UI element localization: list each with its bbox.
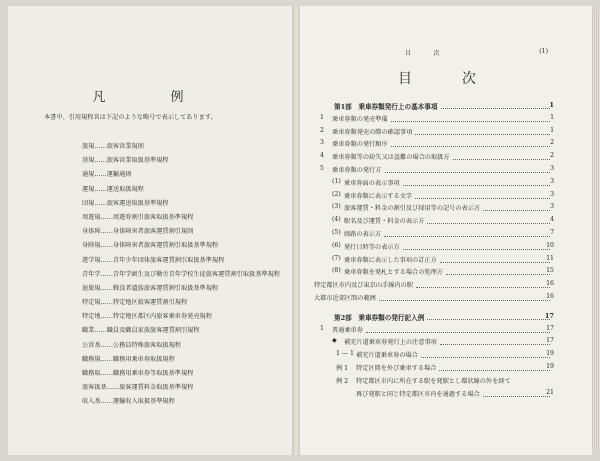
toc-leader-dots — [427, 216, 550, 224]
table-of-contents — [308, 101, 554, 401]
toc-leader-dots — [403, 242, 550, 250]
toc-entry-text: 駅名及び運賃・料金の表示方 — [344, 218, 425, 226]
toc-title: 目 次 — [398, 71, 494, 87]
toc-leader-dots — [446, 267, 550, 275]
toc-entry-number: (4) — [332, 216, 341, 224]
toc-entry — [308, 203, 554, 216]
toc-entry-page: 2 — [550, 139, 554, 147]
running-header-title: 目 次 — [405, 50, 448, 57]
legend-item: 旅客扱基……旅客運賃料金取扱基準規程 — [82, 384, 194, 392]
toc-leader-dots — [391, 139, 550, 147]
legend-item: 団規……旅客運送取扱基準規程 — [82, 199, 169, 207]
toc-entry-page: 17 — [546, 324, 554, 332]
toc-entry-page: 3 — [550, 203, 554, 211]
toc-entry-text: 乗車券類発売の際の確認事項 — [332, 128, 413, 136]
toc-entry — [308, 190, 554, 204]
toc-entry — [308, 254, 554, 268]
toc-entry — [308, 292, 554, 306]
legend-item: 退旅規……戦没者遺族旅客運賃割引取扱基準規程 — [82, 284, 219, 292]
toc-entry-page: 17 — [544, 311, 554, 320]
toc-leader-dots — [385, 165, 550, 173]
toc-entry — [308, 350, 554, 363]
toc-entry-number: 例 2 — [336, 377, 349, 385]
left-page — [8, 6, 294, 455]
legend-item: 特定規……特定地区旅客運賃割引規程 — [82, 299, 188, 307]
toc-entry — [308, 362, 554, 376]
toc-entry-page: 4 — [550, 216, 554, 224]
toc-entry — [308, 388, 554, 402]
toc-leader-dots — [453, 152, 550, 160]
toc-entry — [308, 177, 554, 191]
legend-item: 職務規……職務用乗車券取扱規程 — [82, 355, 175, 363]
toc-leader-dots — [427, 312, 550, 320]
toc-entry — [308, 139, 554, 152]
toc-entry — [308, 228, 554, 242]
toc-entry-number: 4 — [320, 152, 324, 160]
toc-leader-dots — [415, 191, 550, 199]
toc-entry-number: ◆ — [332, 337, 337, 345]
toc-entry-text: 乗車券類の発行順序 — [332, 141, 388, 149]
legend-item: 運規……運送取扱規程 — [82, 185, 144, 193]
legend-item: 通規……運輸通則 — [82, 171, 132, 179]
toc-entry-page: 1 — [550, 126, 554, 134]
legend-item: 青年学……青年学級生及び勤労青年学校生徒旅客運賃割引取扱基準規程 — [82, 270, 280, 278]
toc-entry-text: 旅客運賃・料金の割引及び採用等の記号の表示方 — [344, 205, 481, 213]
toc-entry-number: 例 1 — [336, 364, 349, 372]
toc-entry-text: 第2部 乗車券類の発行記入例 — [334, 313, 425, 322]
page-number: (1) — [539, 48, 548, 55]
toc-entry-text: 乗車券面の表示事項 — [344, 179, 400, 187]
toc-entry-page: 19 — [546, 350, 554, 358]
toc-entry-number: 1 — 1 — [336, 350, 354, 358]
page-edges — [592, 10, 600, 451]
right-page — [300, 6, 592, 455]
toc-leader-dots — [384, 229, 550, 237]
toc-entry-number: (8) — [332, 267, 341, 275]
toc-entry-page: 3 — [550, 177, 554, 185]
toc-entry-page: 17 — [546, 337, 554, 345]
legend-item: 公営基……公務員特殊旅客取扱規程 — [82, 341, 181, 349]
toc-entry — [308, 324, 554, 338]
legend-item: 遊学規……青年少年団体旅客運賃割引取扱基準規程 — [82, 256, 225, 264]
toc-entry-page: 11 — [546, 254, 554, 262]
toc-entry — [308, 241, 554, 255]
toc-leader-dots — [415, 127, 550, 135]
toc-entry-text: 補充片道乗車券発行上の注意事項 — [344, 339, 437, 347]
toc-entry-text: 補充片道乗車券の場合 — [356, 352, 418, 360]
toc-entry-number: (1) — [332, 177, 341, 185]
toc-leader-dots — [439, 363, 550, 371]
toc-entry — [308, 376, 550, 389]
toc-leader-dots — [441, 101, 550, 109]
toc-leader-dots — [403, 178, 550, 186]
toc-entry-page: 1 — [549, 101, 554, 109]
legend-item: 旅規……旅客営業規則 — [82, 143, 144, 150]
toc-entry — [308, 216, 554, 229]
legend-intro: 本書中、引用規程名は下記のような略号で表示してあります。 — [44, 114, 217, 121]
toc-entry-number: (5) — [332, 228, 341, 236]
toc-leader-dots — [391, 114, 550, 122]
toc-part-heading — [308, 101, 554, 114]
toc-entry-number: (6) — [332, 241, 341, 249]
toc-entry — [308, 152, 554, 165]
toc-entry-text: 発行日時等の表示方 — [344, 243, 400, 251]
toc-entry-number: 5 — [320, 164, 324, 172]
toc-entry-number: 1 — [320, 113, 324, 121]
toc-entry-number: 2 — [320, 126, 324, 134]
legend-item: 収入基……運輸収入取扱基準規程 — [82, 398, 175, 406]
toc-entry-text: 再び発駅と同じ特定都区市内を通過する場合 — [356, 390, 480, 398]
toc-leader-dots — [416, 280, 550, 288]
toc-entry-page: 16 — [546, 292, 554, 300]
toc-leader-dots — [440, 255, 550, 263]
abbreviation-list — [82, 141, 280, 411]
toc-entry-page: 2 — [550, 152, 554, 160]
toc-entry-text: 乗車券類の発売準備 — [332, 115, 388, 123]
toc-entry-number: (3) — [332, 203, 341, 211]
toc-entry-text: 経路の表示方 — [344, 230, 382, 238]
toc-entry-page: 19 — [546, 362, 554, 370]
toc-entry-text: 乗車券類を発札とする場合の処理方 — [344, 269, 443, 277]
toc-leader-dots — [483, 389, 550, 397]
toc-entry — [308, 113, 554, 127]
toc-entry-text: 特定区間を外び乗車する場合 — [356, 364, 437, 372]
legend-item: 特定地……特定地区都区内旅客乗車券発売規程 — [82, 313, 212, 321]
toc-entry — [308, 280, 554, 293]
toc-entry-text: 乗車券類に表示する文字 — [344, 192, 413, 200]
toc-entry-text: 特定都区市内及び東京山手線内の駅 — [314, 282, 413, 290]
toc-entry-page: 10 — [546, 241, 554, 249]
legend-item: 周遊規……周遊券割引旅客取扱基準規程 — [82, 213, 194, 221]
toc-entry — [308, 126, 554, 140]
toc-part-heading — [308, 311, 554, 325]
toc-entry-page: 21 — [546, 388, 554, 396]
toc-entry-page: 16 — [546, 280, 554, 288]
toc-entry-text: 普通乗車券 — [332, 326, 363, 334]
toc-entry — [308, 164, 554, 178]
toc-entry-number: 1 — [320, 324, 324, 332]
toc-entry-text: 特定都区市内に所在する駅を発駅とし環状線の外を経て — [356, 377, 511, 385]
toc-entry — [308, 267, 554, 280]
legend-item: 職業……職員及職員家族旅客運賃割引規程 — [82, 327, 200, 335]
legend-item: 職務取……職務用乗車券等取扱基準規程 — [82, 370, 194, 377]
toc-entry-text: 乗車券類等の紛失又は盗難の場合の取扱方 — [332, 154, 450, 162]
toc-leader-dots — [421, 350, 550, 358]
toc-entry-number: (7) — [332, 254, 341, 262]
toc-entry — [308, 337, 554, 350]
legend-item: 基規……旅客営業取扱基準規程 — [82, 157, 169, 165]
toc-entry-page: 7 — [550, 228, 554, 236]
toc-entry-page: 15 — [546, 267, 554, 275]
toc-leader-dots — [379, 293, 550, 301]
toc-entry-number: (2) — [332, 190, 341, 198]
toc-entry-text: 乗車券類に表示した事項の訂正方 — [344, 256, 437, 264]
toc-entry-text: 第1部 乗車券類発行上の基本事項 — [334, 103, 438, 111]
toc-leader-dots — [483, 203, 550, 211]
toc-entry-page: 3 — [550, 164, 554, 172]
legend-item: 身体障……身体障害者旅客運賃割引規則 — [82, 228, 194, 236]
toc-entry-page: 3 — [550, 190, 554, 198]
toc-entry-page: 1 — [550, 113, 554, 121]
toc-entry-text: 大都市近郊区間の範囲 — [314, 294, 376, 302]
legend-item: 身障規……身体障害者旅客運賃割引取扱基準規程 — [82, 242, 219, 250]
toc-leader-dots — [366, 325, 550, 333]
legend-title: 凡 例 — [92, 90, 210, 105]
toc-leader-dots — [440, 337, 550, 345]
toc-entry-text: 乗車券類の発行方 — [332, 166, 382, 174]
toc-entry-number: 3 — [320, 139, 324, 147]
